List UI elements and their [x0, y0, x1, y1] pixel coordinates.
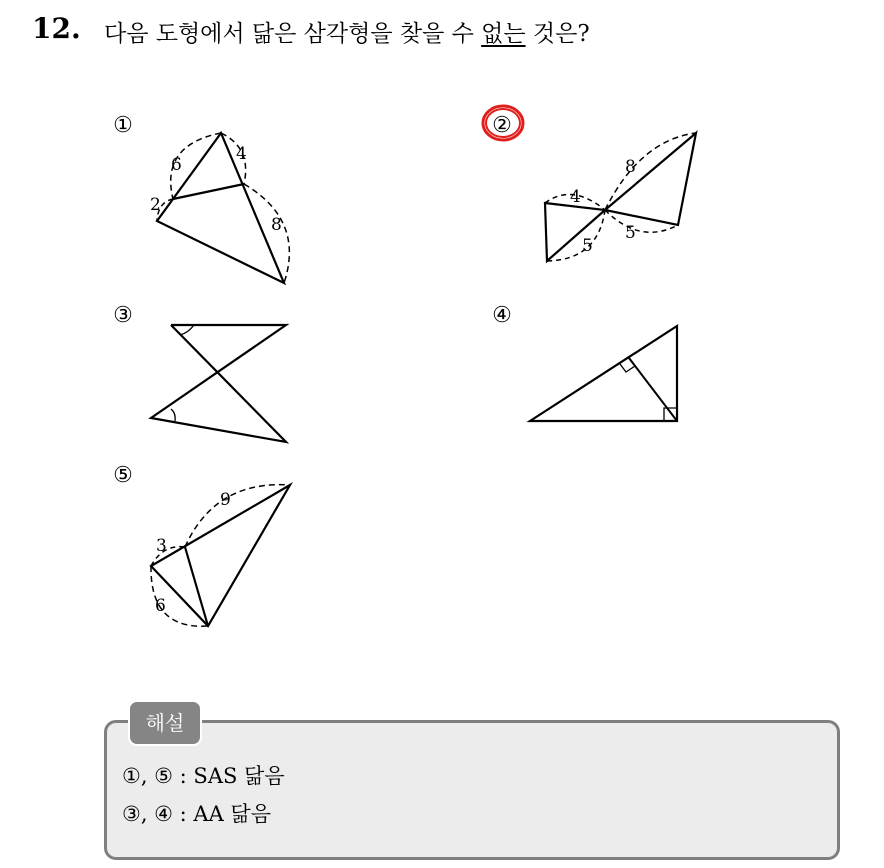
figure-2-length-8: 8 — [625, 157, 636, 177]
explanation-box — [104, 720, 840, 860]
explanation-line-2: ③, ④ : AA 닮음 — [122, 802, 272, 826]
figure-1-length-2: 2 — [150, 195, 161, 215]
figure-2-length-4: 4 — [570, 187, 581, 207]
answer-circle-mark — [483, 106, 523, 140]
explanation-line-1: ①, ⑤ : SAS 닮음 — [122, 764, 285, 788]
figure-5-length-6: 6 — [155, 596, 166, 616]
question-text-before: 다음 도형에서 닮은 삼각형을 찾을 수 — [104, 21, 482, 47]
explanation-tag: 해설 — [128, 700, 202, 746]
figure-2-length-5b: 5 — [625, 223, 636, 243]
choice-label-5[interactable]: ⑤ — [113, 463, 133, 488]
figure-5-length-9: 9 — [220, 490, 231, 510]
figure-5-length-3: 3 — [156, 536, 167, 556]
figure-1-length-6: 6 — [171, 155, 182, 175]
figure-3 — [151, 325, 286, 442]
figure-1-length-8: 8 — [271, 215, 282, 235]
figure-1-length-4: 4 — [236, 144, 247, 164]
choice-label-2[interactable]: ② — [492, 113, 512, 138]
question-text-after: 것은? — [525, 21, 590, 47]
figure-2 — [545, 133, 696, 261]
figure-4 — [530, 326, 677, 421]
question-number: 12. — [32, 12, 81, 45]
question-text-underlined: 없는 — [481, 21, 526, 47]
choice-label-1[interactable]: ① — [113, 113, 133, 138]
choice-label-3[interactable]: ③ — [113, 303, 133, 328]
figure-2-length-5a: 5 — [582, 236, 593, 256]
choice-label-4[interactable]: ④ — [492, 303, 512, 328]
